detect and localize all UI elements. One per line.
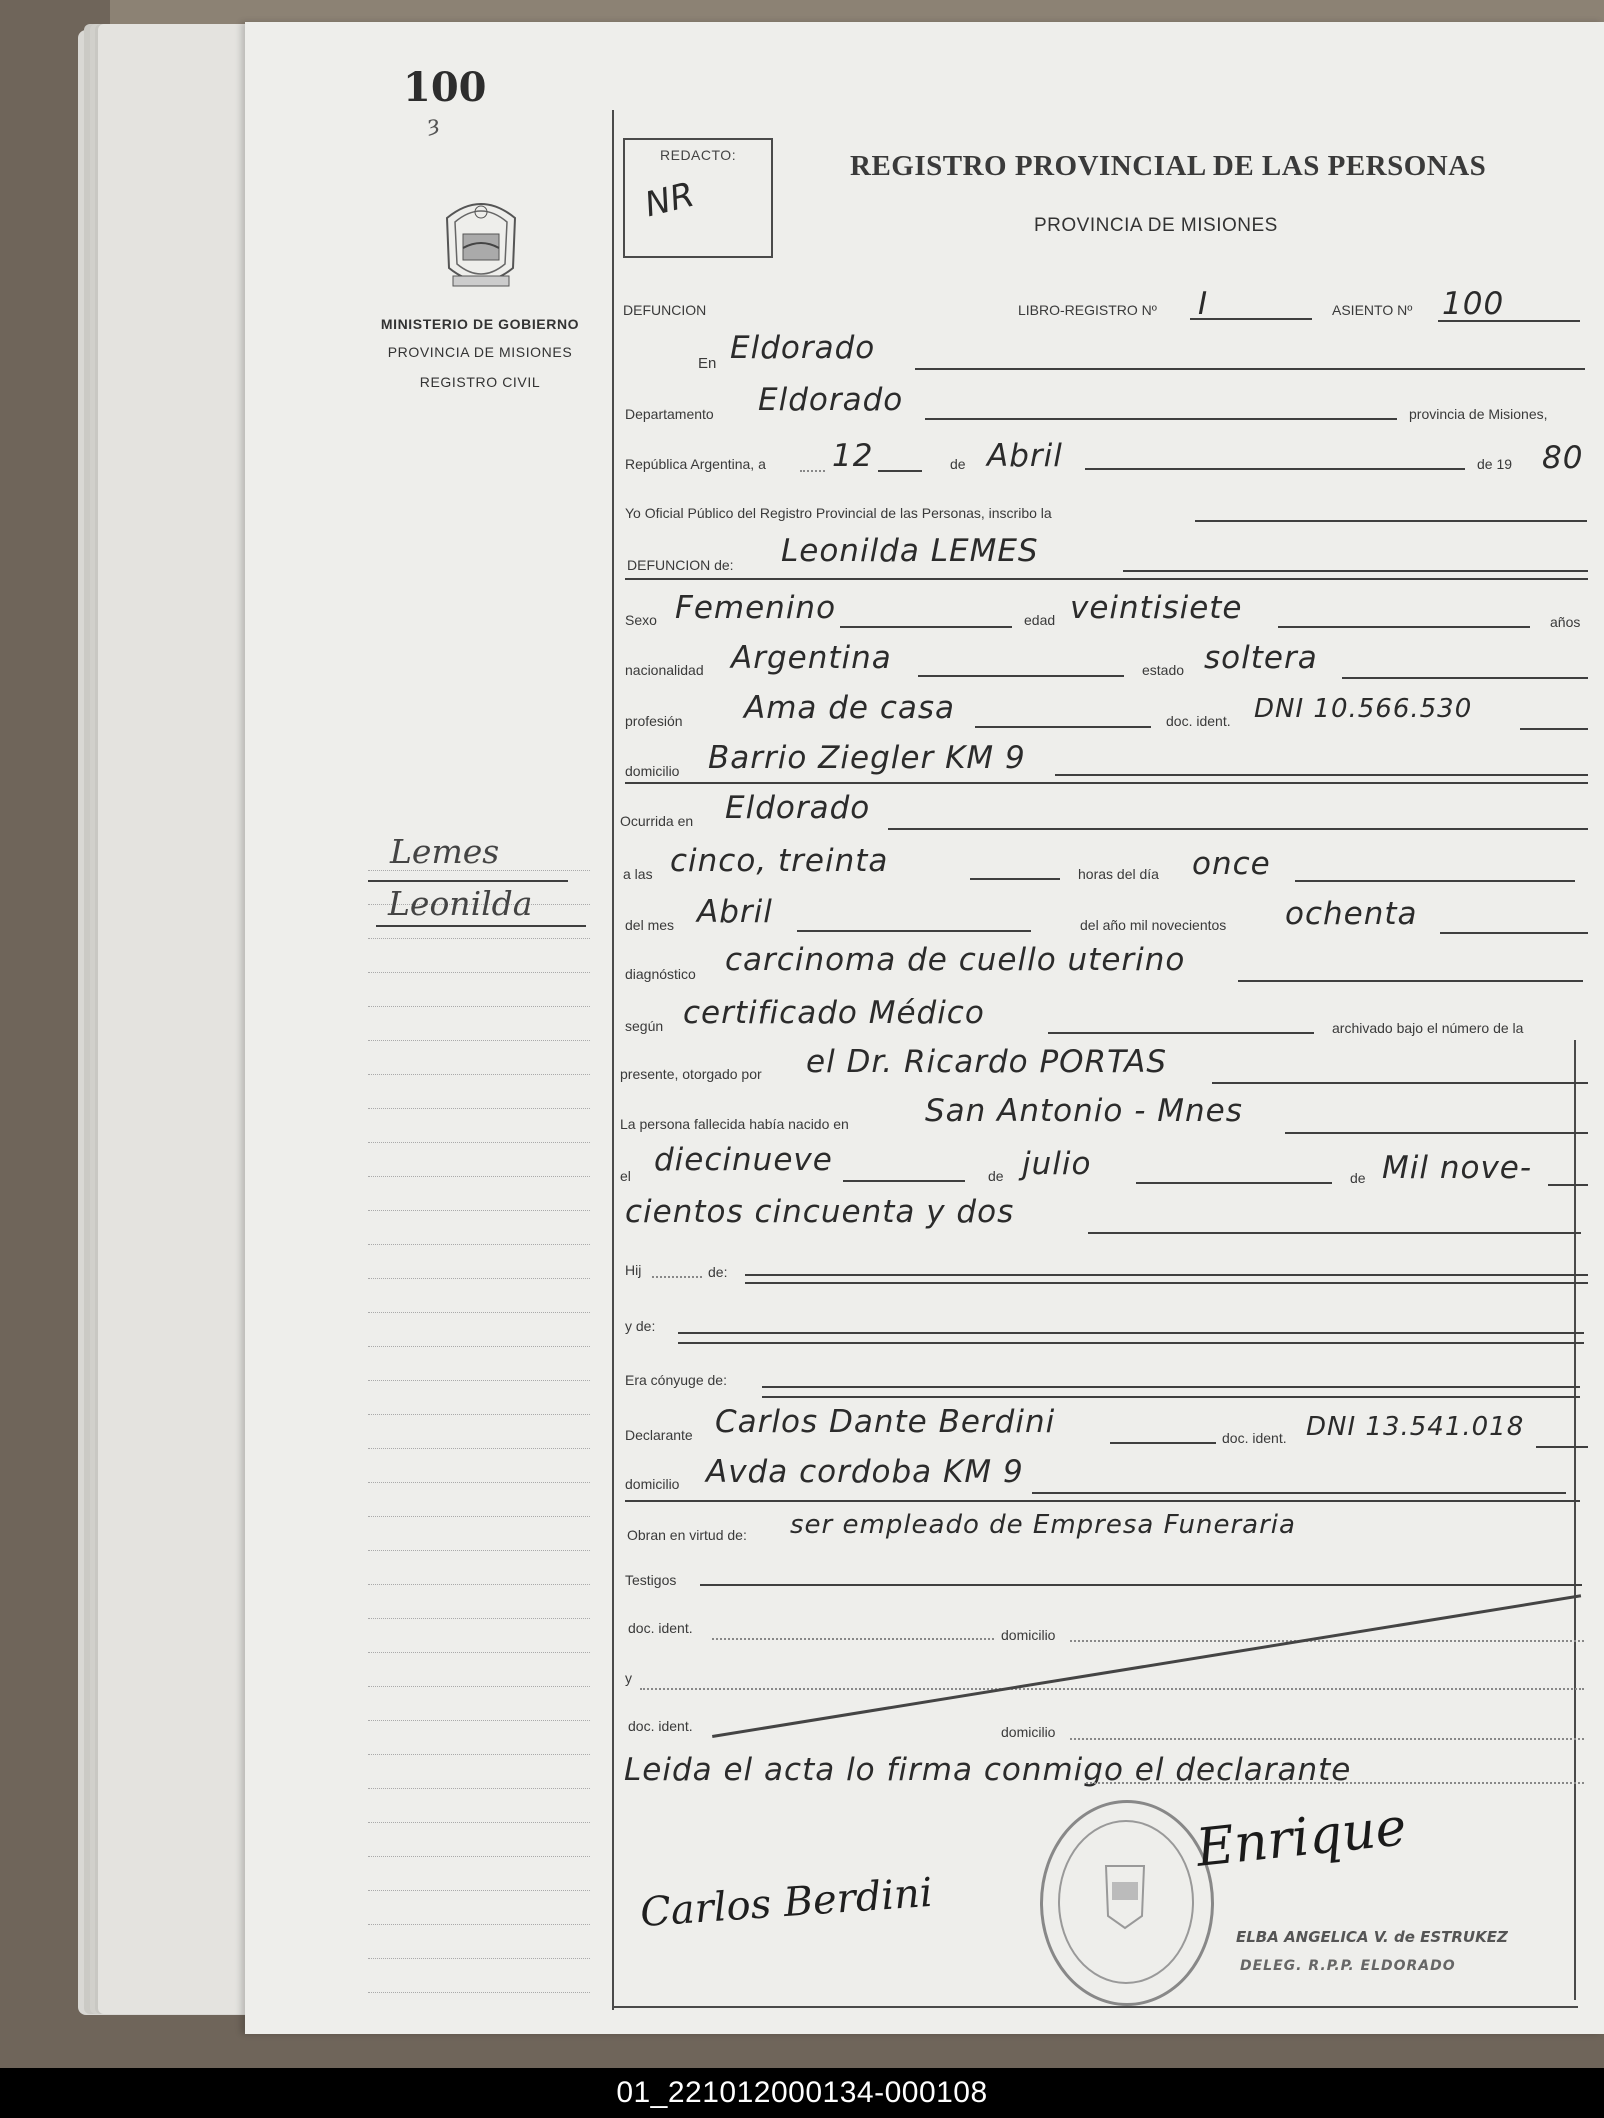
obran-value: ser empleado de Empresa Funeraria: [790, 1510, 1296, 1540]
diagnostico-value: carcinoma de cuello uterino: [725, 942, 1186, 978]
declarante-doc-line: [1536, 1446, 1588, 1448]
dia-dots: [800, 470, 825, 472]
de-label-3: de: [1350, 1170, 1366, 1186]
conyuge-label: Era cónyuge de:: [625, 1372, 727, 1388]
declarante-label: Declarante: [625, 1427, 693, 1443]
estado-value: soltera: [1204, 640, 1318, 676]
y-dots: [640, 1688, 1584, 1690]
nac-dia-value: diecinueve: [654, 1142, 833, 1178]
testigo2-domicilio-label: domicilio: [1001, 1724, 1056, 1740]
sexo-value: Femenino: [675, 590, 837, 626]
form-frame-left: [612, 110, 614, 2010]
otorgado-line: [1212, 1082, 1588, 1084]
margin-underline-1: [368, 880, 568, 882]
profesion-line: [975, 726, 1151, 728]
sexo-line: [840, 626, 1012, 628]
domicilio-label: domicilio: [625, 763, 680, 779]
fallecido-value: Leonilda LEMES: [781, 533, 1039, 569]
ano-value: 80: [1542, 440, 1584, 476]
domicilio-value: Barrio Ziegler KM 9: [708, 740, 1026, 776]
folio-number: 100: [403, 64, 487, 111]
nacionalidad-value: Argentina: [731, 640, 892, 676]
declarante-domicilio-line: [1032, 1492, 1566, 1494]
nac-mes-line: [1136, 1182, 1332, 1184]
testigo2-domicilio-dots: [1070, 1738, 1584, 1740]
del-ano-label: del año mil novecientos: [1080, 917, 1227, 933]
fallecido-line-2: [625, 578, 1588, 580]
diagnostico-label: diagnóstico: [625, 966, 696, 982]
segun-value: certificado Médico: [683, 995, 985, 1031]
ministry-line2: PROVINCIA DE MISIONES: [387, 344, 573, 360]
declarante-domicilio-label: domicilio: [625, 1476, 680, 1492]
nac-dia-line: [843, 1180, 965, 1182]
declarante-domicilio-value: Avda cordoba KM 9: [706, 1454, 1024, 1490]
obran-label: Obran en virtud de:: [627, 1527, 747, 1543]
domicilio-line-2: [625, 782, 1588, 784]
republica-label: República Argentina, a: [625, 456, 766, 472]
folio-mark: ȝ: [428, 112, 440, 137]
officer-stamp-office: DELEG. R.P.P. ELDORADO: [1240, 1958, 1456, 1974]
dia-texto-value: once: [1192, 846, 1271, 882]
margin-ruled-lines: [368, 870, 590, 2060]
libro-label: LIBRO-REGISTRO Nº: [1018, 302, 1157, 318]
declarante-signature: Carlos Berdini: [638, 1869, 935, 1937]
archivado-label: archivado bajo el número de la: [1332, 1020, 1524, 1036]
nac-ano-2-value: cientos cincuenta y dos: [625, 1194, 1015, 1230]
testigo1-doc-label: doc. ident.: [628, 1620, 693, 1636]
departamento-value: Eldorado: [758, 382, 904, 418]
de-label-2: de: [988, 1168, 1004, 1184]
el-label: el: [620, 1168, 631, 1184]
testigo1-domicilio-label: domicilio: [1001, 1627, 1056, 1643]
margin-underline-2: [376, 925, 586, 927]
margin-given-name: Leonilda: [388, 884, 533, 923]
fallecido-line: [1123, 570, 1588, 572]
horas-del-dia-label: horas del día: [1078, 866, 1159, 882]
en-value: Eldorado: [730, 330, 876, 366]
document-title: REGISTRO PROVINCIAL DE LAS PERSONAS: [850, 150, 1487, 182]
otorgado-value: el Dr. Ricardo PORTAS: [806, 1044, 1168, 1080]
nacimiento-value: San Antonio - Mnes: [925, 1093, 1243, 1129]
testigo1-doc-dots: [712, 1638, 994, 1640]
departamento-line: [925, 418, 1397, 420]
domicilio-line: [1055, 774, 1588, 776]
estado-label: estado: [1142, 662, 1185, 678]
nac-mes-value: julio: [1022, 1146, 1092, 1182]
conyuge-line-1: [762, 1386, 1580, 1388]
ano-texto-line: [1440, 932, 1588, 934]
profesion-label: profesión: [625, 713, 683, 729]
coat-of-arms-icon: [433, 188, 529, 296]
declarante-line: [1110, 1442, 1216, 1444]
hij-line-2: [745, 1282, 1588, 1284]
nac-ano-1-value: Mil nove-: [1382, 1150, 1533, 1186]
margin-surname: Lemes: [390, 832, 500, 871]
mes-texto-line: [797, 930, 1031, 932]
a-las-label: a las: [623, 866, 653, 882]
y-de-line-2: [678, 1342, 1584, 1344]
mes-value: Abril: [987, 438, 1063, 474]
edad-label: edad: [1024, 612, 1056, 628]
hij-dots: [652, 1276, 702, 1278]
defuncion-header-label: DEFUNCION: [623, 302, 707, 318]
ministry-block: [360, 316, 600, 404]
doc-ident-value: DNI 10.566.530: [1254, 694, 1473, 724]
nac-ano-1-line: [1548, 1184, 1588, 1186]
de-19-label: de 19: [1477, 456, 1513, 472]
officer-stamp-name: ELBA ANGELICA V. de ESTRUKEZ: [1236, 1928, 1508, 1946]
yo-oficial-label: Yo Oficial Público del Registro Provincial de las Personas, inscribo la: [625, 505, 1052, 521]
doc-ident-label: doc. ident.: [1166, 713, 1231, 729]
conyuge-line-2: [762, 1396, 1580, 1398]
testigo2-doc-label: doc. ident.: [628, 1718, 693, 1734]
testigo1-domicilio-dots: [1070, 1640, 1584, 1642]
nacimiento-line: [1285, 1132, 1588, 1134]
asiento-line: [1438, 320, 1580, 322]
document-subtitle: PROVINCIA DE MISIONES: [1034, 215, 1278, 236]
testigos-line: [700, 1584, 1582, 1586]
ministry-line1: MINISTERIO DE GOBIERNO: [380, 316, 580, 332]
nacido-en-label: La persona fallecida había nacido en: [620, 1116, 849, 1132]
declarante-domicilio-line-2: [625, 1500, 1580, 1502]
declarante-doc-value: DNI 13.541.018: [1306, 1412, 1525, 1442]
doc-ident-line: [1520, 728, 1588, 730]
y-label: y: [625, 1670, 632, 1686]
ocurrida-line: [888, 828, 1588, 830]
ocurrida-label: Ocurrida en: [620, 813, 694, 829]
libro-line: [1190, 318, 1312, 320]
hij-line-1: [745, 1274, 1588, 1276]
hora-line: [970, 878, 1060, 880]
nacionalidad-label: nacionalidad: [625, 662, 704, 678]
y-de-line-1: [678, 1332, 1584, 1334]
ano-texto-value: ochenta: [1285, 896, 1418, 932]
edad-value: veintisiete: [1070, 590, 1243, 626]
dia-value: 12: [832, 438, 874, 474]
sexo-label: Sexo: [625, 612, 657, 628]
nacionalidad-line: [918, 675, 1124, 677]
dia-line: [878, 470, 922, 472]
del-mes-label: del mes: [625, 917, 675, 933]
de-label: de: [950, 456, 966, 472]
dia-texto-line: [1295, 880, 1575, 882]
redacto-label: REDACTO:: [660, 147, 737, 163]
estado-line: [1342, 677, 1588, 679]
profesion-value: Ama de casa: [744, 690, 956, 726]
y-de-label: y de:: [625, 1318, 656, 1334]
hij-de-label: de:: [708, 1264, 728, 1280]
oficial-signature: Enrique: [1193, 1797, 1410, 1879]
segun-line: [1048, 1032, 1314, 1034]
declarante-doc-label: doc. ident.: [1222, 1430, 1287, 1446]
testigos-label: Testigos: [625, 1572, 677, 1588]
segun-label: según: [625, 1018, 664, 1034]
asiento-label: ASIENTO Nº: [1332, 302, 1413, 318]
anos-label: años: [1550, 614, 1581, 630]
edad-line: [1278, 626, 1530, 628]
asiento-value: 100: [1442, 286, 1505, 322]
presente-label: presente, otorgado por: [620, 1066, 762, 1082]
cierre-value: Leida el acta lo firma conmigo el declarante: [624, 1752, 1352, 1788]
provincia-label: provincia de Misiones,: [1409, 406, 1548, 422]
hij-label: Hij: [625, 1262, 642, 1278]
footer-file-id: 01_221012000134-000108: [616, 2076, 988, 2109]
yo-oficial-line: [1195, 520, 1587, 522]
diagnostico-line: [1238, 980, 1583, 982]
nac-ano-2-line: [1088, 1232, 1581, 1234]
hora-value: cinco, treinta: [670, 843, 889, 879]
redacto-value: NR: [640, 174, 699, 226]
en-line: [915, 368, 1585, 370]
ministry-line3: REGISTRO CIVIL: [419, 374, 541, 390]
mes-texto-value: Abril: [697, 894, 773, 930]
defuncion-de-label: DEFUNCION de:: [627, 557, 734, 573]
libro-value: I: [1198, 286, 1209, 322]
ocurrida-value: Eldorado: [725, 790, 871, 826]
en-label: En: [698, 355, 717, 372]
mes-line: [1085, 468, 1465, 470]
declarante-value: Carlos Dante Berdini: [715, 1404, 1056, 1440]
departamento-label: Departamento: [625, 406, 714, 422]
